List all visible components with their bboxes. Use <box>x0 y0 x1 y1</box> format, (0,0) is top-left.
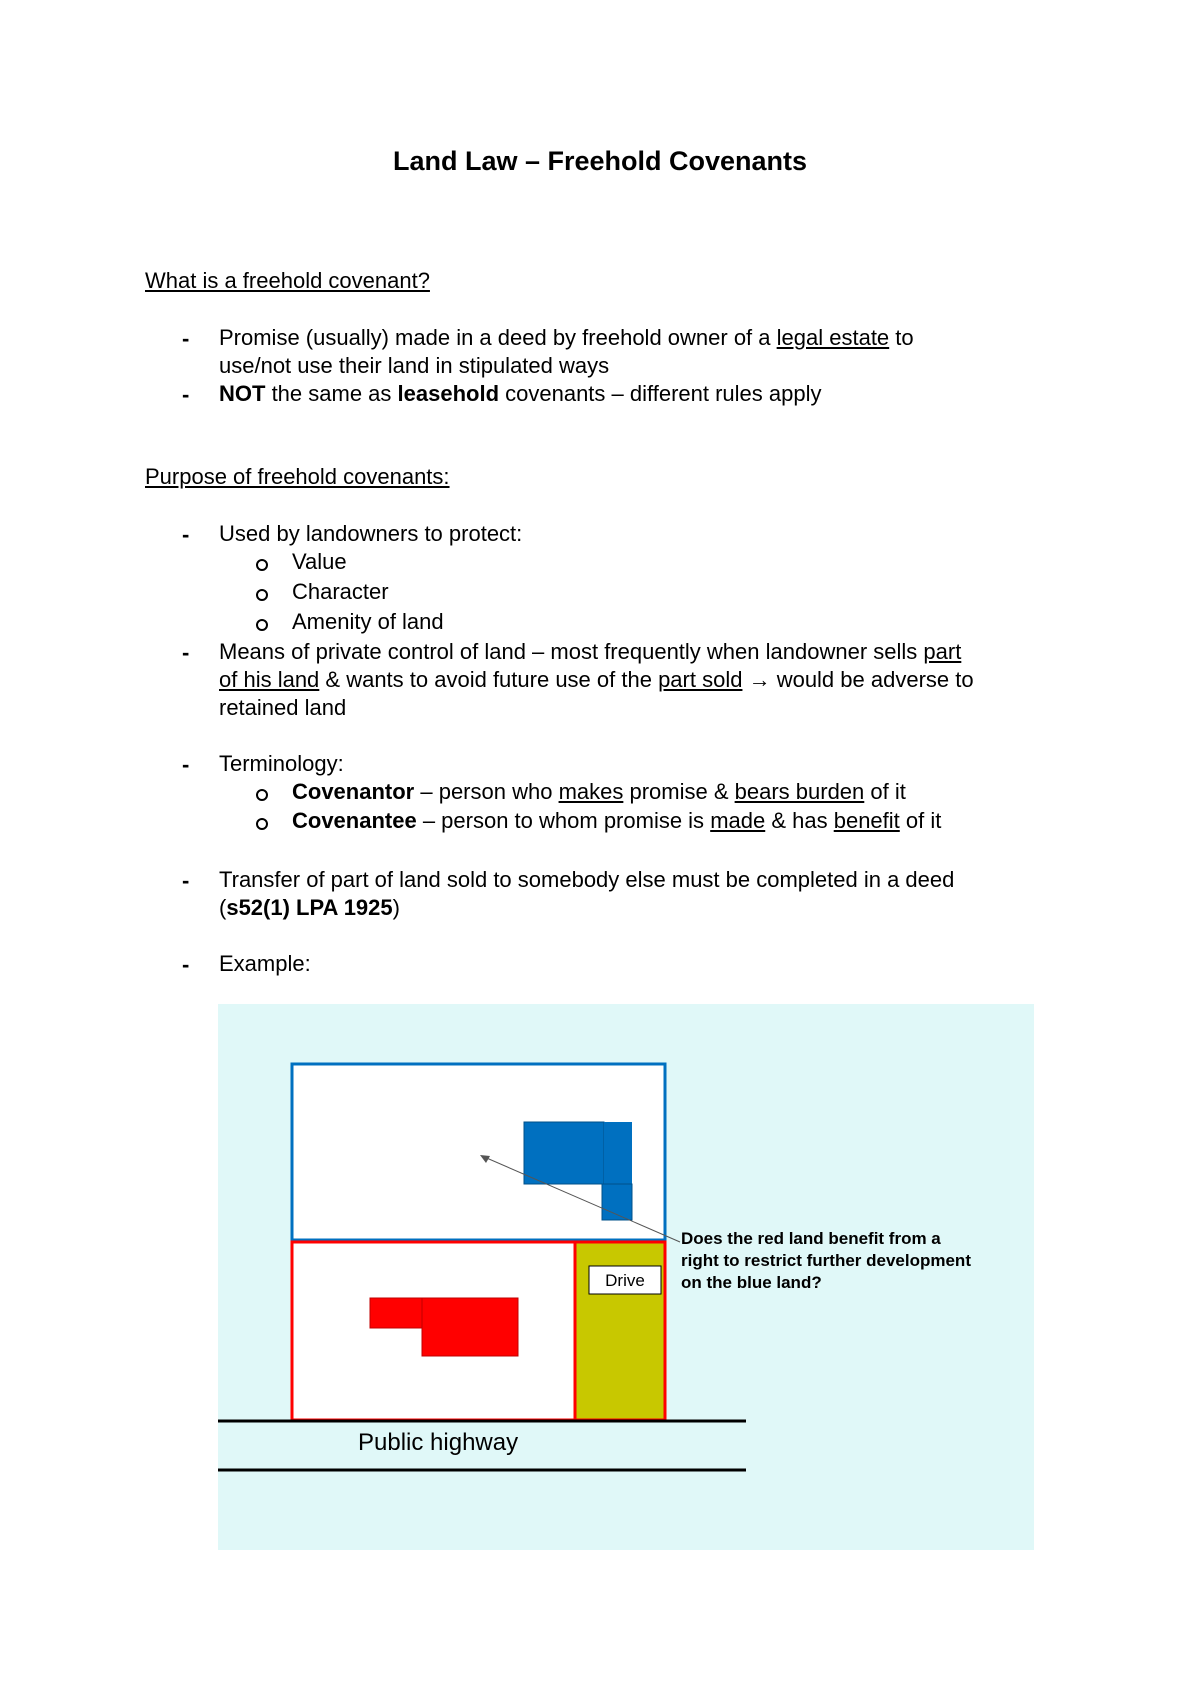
bold-text: s52(1) LPA 1925 <box>226 895 393 920</box>
underlined-text: bears burden <box>734 779 865 804</box>
bullet-promise-line2: use/not use their land in stipulated ways <box>219 353 610 378</box>
sub-bullet-value: Value <box>292 549 347 574</box>
bullet-dash: - <box>182 382 190 407</box>
question-line-3: on the blue land? <box>681 1273 822 1292</box>
circle-bullet-icon <box>256 589 268 601</box>
text: Means of private control of land – most frequently when landowner sells <box>219 639 924 664</box>
circle-bullet-icon <box>256 619 268 631</box>
text: – person to whom promise is <box>416 808 711 833</box>
text: of it <box>899 808 942 833</box>
text: to <box>889 325 914 350</box>
circle-bullet-icon <box>256 818 268 830</box>
text: ) <box>392 895 400 920</box>
question-line-2: right to restrict further development <box>681 1251 971 1270</box>
bullet-transfer-line2 <box>219 894 400 922</box>
text: the same as <box>265 381 398 406</box>
term-covenantee <box>292 807 941 835</box>
example-diagram <box>218 1004 1034 1550</box>
underlined-text: makes <box>558 779 624 804</box>
diagram-svg <box>218 1004 1034 1550</box>
red-building <box>422 1298 518 1356</box>
text: & has <box>765 808 834 833</box>
bullet-not-same <box>219 380 821 408</box>
text: of it <box>864 779 906 804</box>
bullet-dash: - <box>182 952 190 977</box>
bullet-dash: - <box>182 868 190 893</box>
blue-building-part <box>604 1122 632 1184</box>
blue-building <box>524 1122 604 1184</box>
bullet-means-line1 <box>219 638 961 666</box>
question-line-1: Does the red land benefit from a <box>681 1229 941 1248</box>
bullet-example: Example: <box>219 951 311 976</box>
term-covenantor <box>292 778 906 806</box>
bold-text: Covenantor <box>292 779 415 804</box>
bullet-used-by: Used by landowners to protect: <box>219 521 523 546</box>
right-arrow-icon: → <box>748 667 771 692</box>
sub-bullet-amenity: Amenity of land <box>292 609 444 634</box>
bullet-means-line2 <box>219 666 974 694</box>
bullet-terminology: Terminology: <box>219 751 344 776</box>
text: & wants to avoid future use of the <box>319 667 659 692</box>
underlined-text: part <box>923 639 962 664</box>
section-heading-what-is: What is a freehold covenant? <box>145 268 430 293</box>
text: would be adverse to <box>770 667 974 692</box>
underlined-text: part sold <box>658 667 743 692</box>
bullet-promise-line1 <box>219 324 914 352</box>
sub-bullet-character: Character <box>292 579 389 604</box>
highway-label: Public highway <box>358 1429 519 1456</box>
question-text <box>681 1229 976 1292</box>
circle-bullet-icon <box>256 789 268 801</box>
red-building-wing <box>370 1298 422 1328</box>
bullet-dash: - <box>182 640 190 665</box>
text: ( <box>219 895 227 920</box>
bullet-means-line3: retained land <box>219 695 347 720</box>
text: promise & <box>623 779 735 804</box>
underlined-text: of his land <box>219 667 320 692</box>
underlined-text: made <box>710 808 766 833</box>
section-heading-purpose: Purpose of freehold covenants: <box>145 464 450 489</box>
bold-text: Covenantee <box>292 808 417 833</box>
underlined-text: legal estate <box>776 325 890 350</box>
text: covenants – different rules apply <box>499 381 822 406</box>
bullet-dash: - <box>182 752 190 777</box>
bullet-dash: - <box>182 522 190 547</box>
bold-text: NOT <box>219 381 266 406</box>
text: – person who <box>414 779 559 804</box>
document-title: Land Law – Freehold Covenants <box>392 146 808 176</box>
underlined-text: benefit <box>833 808 900 833</box>
drive-label: Drive <box>605 1271 645 1290</box>
bold-text: leasehold <box>397 381 500 406</box>
bullet-transfer-line1: Transfer of part of land sold to somebody else must be completed in a deed <box>219 867 955 892</box>
circle-bullet-icon <box>256 559 268 571</box>
bullet-dash: - <box>182 326 190 351</box>
text: Promise (usually) made in a deed by freehold owner of a <box>219 325 777 350</box>
